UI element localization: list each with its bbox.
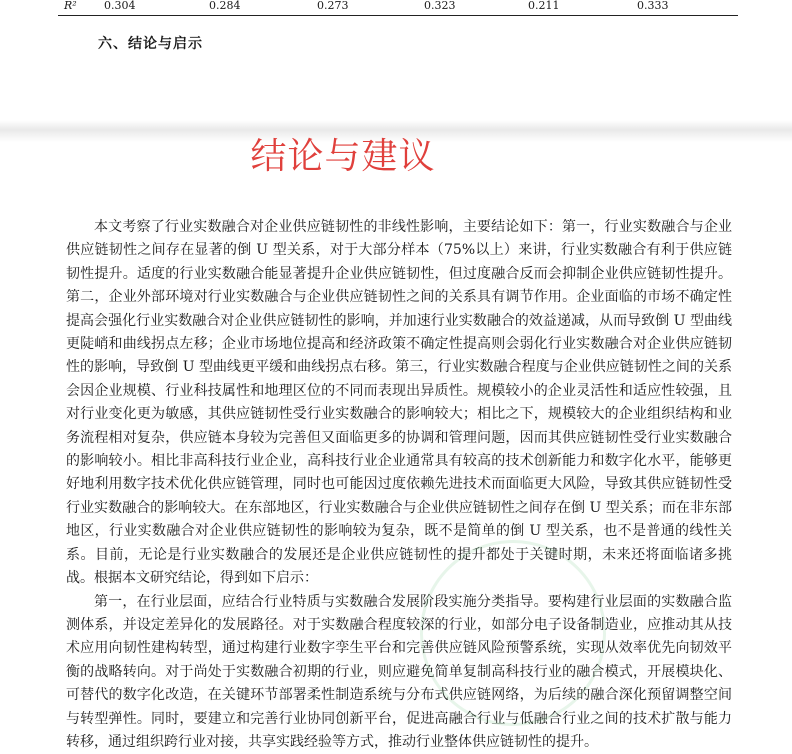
table-cell: 0.333 bbox=[637, 0, 669, 12]
table-cell: 0.211 bbox=[528, 0, 560, 12]
paragraph-implications: 第一，在行业层面，应结合行业特质与实数融合发展阶段实施分类指导。要构建行业层面的实数融合监测体系，并设定差异化的发展路径。对于实数融合程度较深的行业，如部分电子设备制造业，应推动其从技术应用向韧性建构转型，通过构建行业数字孪生平台和完善供应链风险预警系统，实现从效率优先向韧效平衡的战略转向。对于尚处于实数融合初期的行业，则应避免简单复制高科技行业的融合模式，开展模块化、可替代的数字化改造，在关键环节部署柔性制造系统与分布式供应链网络，为后续的融合深化预留调整空间与转型弹性。同时，要建立和完善行业协同创新平台，促进高融合行业与低融合行业之间的技术扩散与能力转移，通过组织跨行业对接，共享实践经验等方式，推动行业整体供应链韧性的提升。 bbox=[66, 591, 732, 754]
table-cell: 0.323 bbox=[424, 0, 456, 12]
previous-page-fragment bbox=[0, 0, 792, 120]
table-cell: 0.284 bbox=[209, 0, 241, 12]
body-text bbox=[66, 216, 732, 754]
table-bottom-rule bbox=[58, 15, 738, 16]
table-cell: 0.304 bbox=[104, 0, 136, 12]
regression-table-r2-row bbox=[58, 0, 738, 15]
table-cell: 0.273 bbox=[317, 0, 349, 12]
section-heading: 六、结论与启示 bbox=[98, 33, 203, 53]
paragraph-conclusions: 本文考察了行业实数融合对企业供应链韧性的非线性影响，主要结论如下：第一，行业实数融合与企业供应链韧性之间存在显著的倒 U 型关系，对于大部分样本（75%以上）来讲，行业实数融合有利于供应链韧性提升。适度的行业实数融合能显著提升企业供应链韧性，但过度融合反而会抑制企业供应链韧性提升。第二，企业外部环境对行业实数融合与企业供应链韧性之间的关系具有调节作用。企业面临的市场不确定性提高会强化行业实数融合对企业供应链韧性的影响，并加速行业实数融合的效益递减，从而导致倒 U 型曲线更陡峭和曲线拐点左移；企业市场地位提高和经济政策不确定性提高则会弱化行业实数融合对企业供应链韧性的影响，导致倒 U 型曲线更平缓和曲线拐点右移。第三，行业实数融合程度与企业供应链韧性之间的关系会因企业规模、行业科技属性和地理区位的不同而表现出异质性。规模较小的企业灵活性和适应性较强，且对行业变化更为敏感，其供应链韧性受行业实数融合的影响较大；相比之下，规模较大的企业组织结构和业务流程相对复杂，供应链本身较为完善但又面临更多的协调和管理问题，因而其供应链韧性受行业实数融合的影响较小。相比非高科技行业企业，高科技行业企业通常具有较高的技术创新能力和数字化水平，能够更好地利用数字技术优化供应链管理，同时也可能因过度依赖先进技术而面临更大风险，导致其供应链韧性受行业实数融合的影响较大。在东部地区，行业实数融合与企业供应链韧性之间存在倒 U 型关系；而在非东部地区，行业实数融合对企业供应链韧性的影响较为复杂，既不是简单的倒 U 型关系，也不是普通的线性关系。目前，无论是行业实数融合的发展还是企业供应链韧性的提升都处于关键时期，未来还将面临诸多挑战。根据本文研究结论，得到如下启示： bbox=[66, 216, 732, 591]
row-label: R² bbox=[64, 0, 77, 12]
banner-title: 结论与建议 bbox=[0, 128, 686, 179]
